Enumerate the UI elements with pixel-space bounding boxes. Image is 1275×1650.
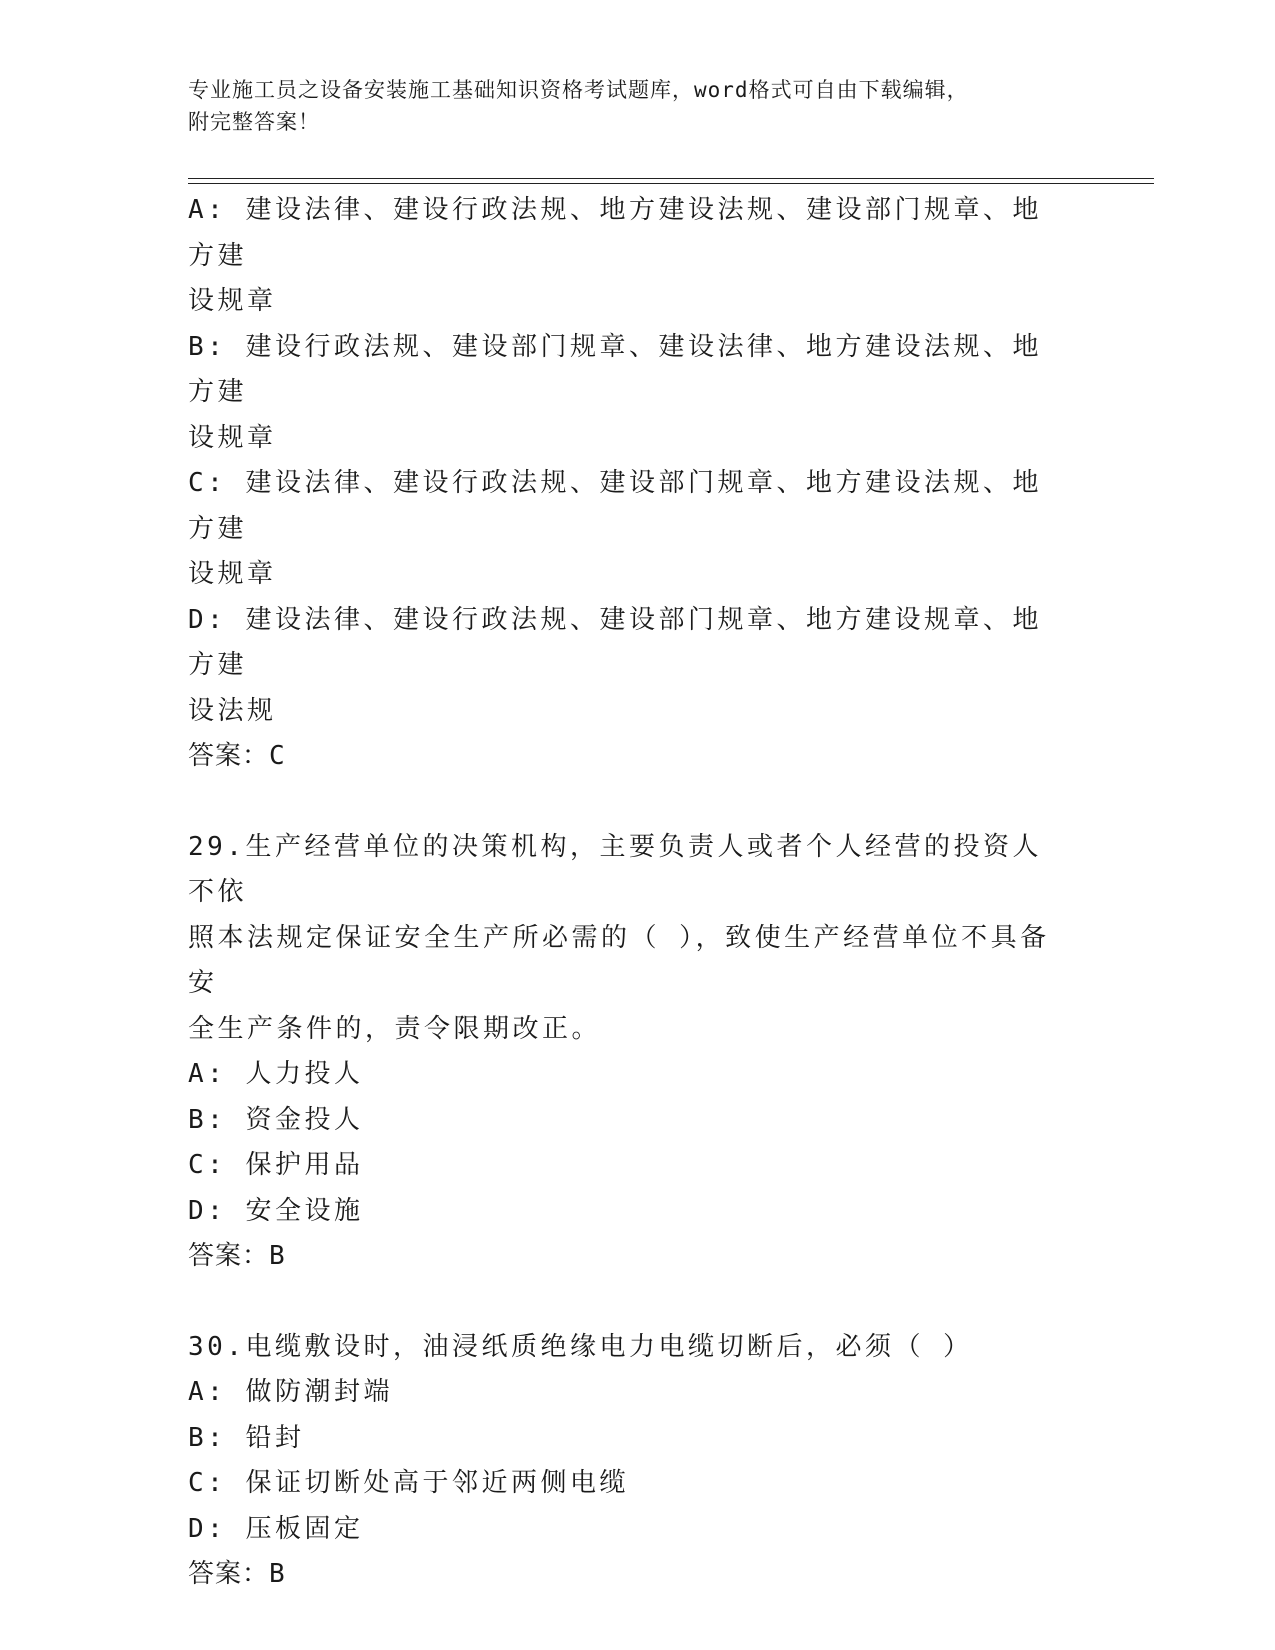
question-29 (188, 825, 1068, 1280)
q29-stem-line-2: 照本法规定保证安全生产所必需的（ ），致使生产经营单位不具备安 (188, 922, 1050, 998)
header-divider-top (188, 178, 1154, 179)
question-28 (188, 188, 1068, 780)
question-30 (188, 1325, 1068, 1598)
q28-option-b-line-2: 设规章 (188, 422, 277, 453)
q30-option-a: A: 做防潮封端 (188, 1377, 393, 1407)
q29-stem-line-3: 全生产条件的，责令限期改正。 (188, 1013, 602, 1044)
q28-option-b-line-1: B: 建设行政法规、建设部门规章、建设法律、地方建设法规、地方建 (188, 331, 1042, 407)
q28-option-d-line-2: 设法规 (188, 695, 277, 726)
q29-option-d: D: 安全设施 (188, 1195, 364, 1226)
q29-option-a: A: 人力投人 (188, 1059, 364, 1089)
document-header (188, 74, 1088, 138)
q28-option-d-line-1: D: 建设法律、建设行政法规、建设部门规章、地方建设规章、地方建 (188, 604, 1042, 680)
header-divider-bottom (188, 183, 1154, 184)
q28-answer: 答案：C (188, 741, 286, 771)
header-title-line-1: 专业施工员之设备安装施工基础知识资格考试题库，word格式可自由下载编辑， (188, 78, 969, 102)
header-title-line-2: 附完整答案！ (188, 110, 320, 134)
q28-option-c-line-1: C: 建设法律、建设行政法规、建设部门规章、地方建设法规、地方建 (188, 468, 1042, 544)
q30-answer: 答案：B (188, 1559, 286, 1589)
q29-answer: 答案：B (188, 1241, 286, 1271)
q30-option-c: C: 保证切断处高于邻近两侧电缆 (188, 1468, 629, 1498)
q29-option-b: B: 资金投人 (188, 1104, 364, 1135)
q28-option-a-line-1: A: 建设法律、建设行政法规、地方建设法规、建设部门规章、地方建 (188, 195, 1042, 271)
q29-option-c: C: 保护用品 (188, 1150, 364, 1180)
q30-stem-line-1: 30.电缆敷设时，油浸纸质绝缘电力电缆切断后，必须（ ） (188, 1331, 973, 1362)
q30-option-b: B: 铅封 (188, 1422, 305, 1453)
q28-option-a-line-2: 设规章 (188, 286, 277, 316)
q30-option-d: D: 压板固定 (188, 1513, 364, 1544)
q29-stem-line-1: 29.生产经营单位的决策机构，主要负责人或者个人经营的投资人不依 (188, 831, 1042, 907)
question-content (188, 188, 1068, 1598)
spacer (188, 1280, 1068, 1325)
spacer (188, 780, 1068, 825)
q28-option-c-line-2: 设规章 (188, 559, 277, 589)
